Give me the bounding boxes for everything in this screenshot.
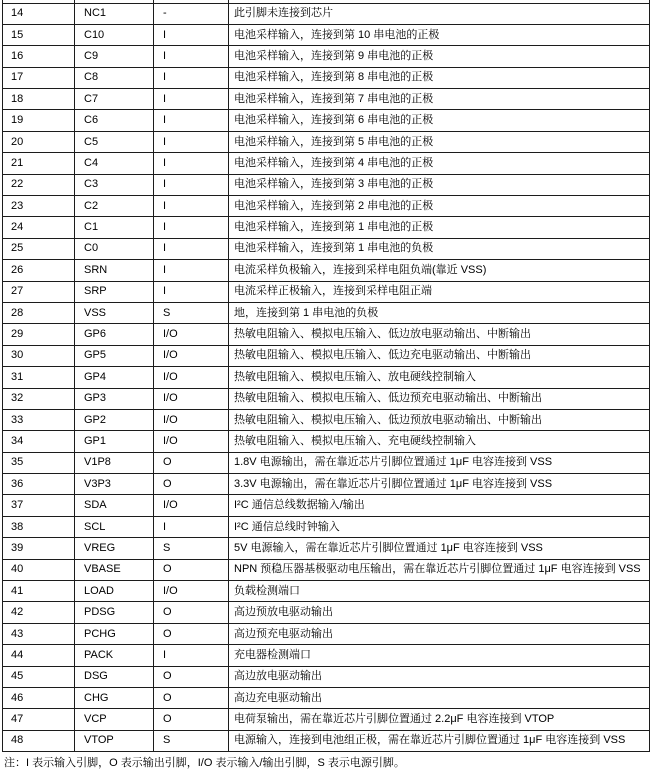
- cell-type: S: [154, 538, 229, 559]
- cell-name: GP3: [75, 388, 154, 409]
- cell-pin: 19: [3, 110, 75, 131]
- table-row: [3, 302, 650, 323]
- table-row: [3, 153, 650, 174]
- table-row: [3, 730, 650, 751]
- table-row: [3, 645, 650, 666]
- cell-pin: 36: [3, 474, 75, 495]
- cell-pin: 14: [3, 3, 75, 24]
- cell-type: I: [154, 46, 229, 67]
- cell-pin: 16: [3, 46, 75, 67]
- cell-name: VCP: [75, 709, 154, 730]
- table-footnote: 注：I 表示输入引脚，O 表示输出引脚，I/O 表示输入/输出引脚，S 表示电源引脚。: [4, 757, 405, 769]
- cell-description: 电池采样输入，连接到第 1 串电池的正极: [229, 217, 650, 238]
- cell-name: C8: [75, 67, 154, 88]
- cell-pin: 26: [3, 260, 75, 281]
- cell-name: VREG: [75, 538, 154, 559]
- cell-type: S: [154, 302, 229, 323]
- cell-name: C5: [75, 131, 154, 152]
- cell-pin: 38: [3, 516, 75, 537]
- cell-pin: 41: [3, 581, 75, 602]
- cell-description: 热敏电阻输入、模拟电压输入、低边放电驱动输出、中断输出: [229, 324, 650, 345]
- cell-name: SRN: [75, 260, 154, 281]
- cell-pin: 47: [3, 709, 75, 730]
- table-row: [3, 345, 650, 366]
- cell-name: SCL: [75, 516, 154, 537]
- table-row: [3, 131, 650, 152]
- cell-name: PCHG: [75, 623, 154, 644]
- cell-pin: 45: [3, 666, 75, 687]
- cell-type: I: [154, 174, 229, 195]
- cell-type: I: [154, 153, 229, 174]
- cell-description: 电池采样输入，连接到第 9 串电池的正极: [229, 46, 650, 67]
- cell-description: 电源输入，连接到电池组正极，需在靠近芯片引脚位置通过 1μF 电容连接到 VSS: [229, 730, 650, 751]
- cell-description: 电池采样输入，连接到第 6 串电池的正极: [229, 110, 650, 131]
- cell-type: O: [154, 452, 229, 473]
- cell-type: I: [154, 89, 229, 110]
- cell-type: I: [154, 24, 229, 45]
- cell-type: I: [154, 260, 229, 281]
- cell-pin: 25: [3, 238, 75, 259]
- cell-pin: 29: [3, 324, 75, 345]
- cell-pin: 27: [3, 281, 75, 302]
- table-row: [3, 217, 650, 238]
- cell-description: 负载检测端口: [229, 581, 650, 602]
- table-row: [3, 709, 650, 730]
- cell-name: GP6: [75, 324, 154, 345]
- cell-pin: 28: [3, 302, 75, 323]
- cell-description: 高边预充电驱动输出: [229, 623, 650, 644]
- cell-description: 5V 电源输入，需在靠近芯片引脚位置通过 1μF 电容连接到 VSS: [229, 538, 650, 559]
- table-row: [3, 666, 650, 687]
- cell-type: I: [154, 196, 229, 217]
- table-row: [3, 538, 650, 559]
- cell-pin: 44: [3, 645, 75, 666]
- cell-name: SRP: [75, 281, 154, 302]
- cell-pin: 43: [3, 623, 75, 644]
- cell-pin: 21: [3, 153, 75, 174]
- cell-name: C1: [75, 217, 154, 238]
- cell-description: 电池采样输入，连接到第 5 串电池的正极: [229, 131, 650, 152]
- cell-description: 高边放电驱动输出: [229, 666, 650, 687]
- cell-type: O: [154, 666, 229, 687]
- cell-type: I: [154, 217, 229, 238]
- cell-name: PACK: [75, 645, 154, 666]
- cell-type: O: [154, 709, 229, 730]
- cell-name: GP1: [75, 431, 154, 452]
- cell-name: GP2: [75, 409, 154, 430]
- cell-type: I: [154, 67, 229, 88]
- cell-pin: 30: [3, 345, 75, 366]
- cell-name: V1P8: [75, 452, 154, 473]
- cell-type: O: [154, 602, 229, 623]
- cell-pin: 17: [3, 67, 75, 88]
- cell-type: I/O: [154, 324, 229, 345]
- cell-name: V3P3: [75, 474, 154, 495]
- table-row: [3, 516, 650, 537]
- cell-pin: 18: [3, 89, 75, 110]
- pin-description-table: [2, 0, 650, 752]
- cell-pin: 37: [3, 495, 75, 516]
- table-row: [3, 281, 650, 302]
- cell-pin: 42: [3, 602, 75, 623]
- table-row: [3, 324, 650, 345]
- cell-description: 电池采样输入，连接到第 10 串电池的正极: [229, 24, 650, 45]
- cell-pin: 32: [3, 388, 75, 409]
- cell-description: 热敏电阻输入、模拟电压输入、低边充电驱动输出、中断输出: [229, 345, 650, 366]
- cell-type: I: [154, 281, 229, 302]
- cell-type: I: [154, 238, 229, 259]
- cell-name: VSS: [75, 302, 154, 323]
- cell-type: I/O: [154, 581, 229, 602]
- cell-name: C3: [75, 174, 154, 195]
- cell-name: GP5: [75, 345, 154, 366]
- cell-name: LOAD: [75, 581, 154, 602]
- cell-description: 电流采样负极输入，连接到采样电阻负端(靠近 VSS): [229, 260, 650, 281]
- table-row: [3, 89, 650, 110]
- table-row: [3, 602, 650, 623]
- cell-type: I: [154, 516, 229, 537]
- cell-type: I/O: [154, 495, 229, 516]
- cell-pin: 40: [3, 559, 75, 580]
- cell-name: C0: [75, 238, 154, 259]
- cell-description: I²C 通信总线时钟输入: [229, 516, 650, 537]
- cell-name: GP4: [75, 367, 154, 388]
- cell-description: 高边预放电驱动输出: [229, 602, 650, 623]
- cell-type: I: [154, 131, 229, 152]
- table-row: [3, 623, 650, 644]
- cell-description: 电池采样输入，连接到第 7 串电池的正极: [229, 89, 650, 110]
- table-row: [3, 688, 650, 709]
- cell-type: O: [154, 623, 229, 644]
- table-row: [3, 24, 650, 45]
- cell-description: 3.3V 电源输出，需在靠近芯片引脚位置通过 1μF 电容连接到 VSS: [229, 474, 650, 495]
- table-row: [3, 110, 650, 131]
- cell-description: 电池采样输入，连接到第 1 串电池的负极: [229, 238, 650, 259]
- cell-description: 热敏电阻输入、模拟电压输入、低边预充电驱动输出、中断输出: [229, 388, 650, 409]
- cell-description: 电荷泵输出，需在靠近芯片引脚位置通过 2.2μF 电容连接到 VTOP: [229, 709, 650, 730]
- cell-description: 电池采样输入，连接到第 3 串电池的正极: [229, 174, 650, 195]
- cell-type: -: [154, 3, 229, 24]
- cell-pin: 46: [3, 688, 75, 709]
- cell-description: 地，连接到第 1 串电池的负极: [229, 302, 650, 323]
- cell-type: S: [154, 730, 229, 751]
- cell-name: PDSG: [75, 602, 154, 623]
- cell-pin: 39: [3, 538, 75, 559]
- cell-description: 此引脚未连接到芯片: [229, 3, 650, 24]
- table-row: [3, 452, 650, 473]
- cell-description: 热敏电阻输入、模拟电压输入、低边预放电驱动输出、中断输出: [229, 409, 650, 430]
- table-row: [3, 559, 650, 580]
- cell-pin: 23: [3, 196, 75, 217]
- table-row: [3, 431, 650, 452]
- cell-pin: 33: [3, 409, 75, 430]
- table-row: [3, 409, 650, 430]
- cell-type: I/O: [154, 367, 229, 388]
- cell-pin: 34: [3, 431, 75, 452]
- cell-type: I/O: [154, 431, 229, 452]
- cell-pin: 24: [3, 217, 75, 238]
- cell-name: C7: [75, 89, 154, 110]
- table-row: [3, 67, 650, 88]
- cell-name: C2: [75, 196, 154, 217]
- cell-name: C6: [75, 110, 154, 131]
- cell-pin: 31: [3, 367, 75, 388]
- table-row: [3, 196, 650, 217]
- cell-description: 热敏电阻输入、模拟电压输入、放电硬线控制输入: [229, 367, 650, 388]
- pin-table-body: [3, 0, 650, 752]
- table-row: [3, 474, 650, 495]
- cell-type: O: [154, 474, 229, 495]
- cell-description: 热敏电阻输入、模拟电压输入、充电硬线控制输入: [229, 431, 650, 452]
- cell-name: VTOP: [75, 730, 154, 751]
- table-row: [3, 260, 650, 281]
- cell-description: 1.8V 电源输出，需在靠近芯片引脚位置通过 1μF 电容连接到 VSS: [229, 452, 650, 473]
- cell-type: I/O: [154, 409, 229, 430]
- cell-name: C10: [75, 24, 154, 45]
- cell-type: O: [154, 688, 229, 709]
- table-row: [3, 3, 650, 24]
- cell-description: NPN 预稳压器基极驱动电压输出，需在靠近芯片引脚位置通过 1μF 电容连接到 VSS: [229, 559, 650, 580]
- cell-type: I: [154, 645, 229, 666]
- cell-name: C9: [75, 46, 154, 67]
- table-row: [3, 238, 650, 259]
- cell-description: 电池采样输入，连接到第 2 串电池的正极: [229, 196, 650, 217]
- cell-description: I²C 通信总线数据输入/输出: [229, 495, 650, 516]
- cell-description: 高边充电驱动输出: [229, 688, 650, 709]
- cell-type: I/O: [154, 388, 229, 409]
- cell-description: 电池采样输入，连接到第 4 串电池的正极: [229, 153, 650, 174]
- cell-name: CHG: [75, 688, 154, 709]
- table-row: [3, 495, 650, 516]
- cell-name: C4: [75, 153, 154, 174]
- cell-name: DSG: [75, 666, 154, 687]
- cell-pin: 22: [3, 174, 75, 195]
- cell-name: VBASE: [75, 559, 154, 580]
- cell-type: I/O: [154, 345, 229, 366]
- table-row: [3, 388, 650, 409]
- cell-type: O: [154, 559, 229, 580]
- cell-pin: 48: [3, 730, 75, 751]
- cell-description: 充电器检测端口: [229, 645, 650, 666]
- table-row: [3, 581, 650, 602]
- table-row: [3, 174, 650, 195]
- cell-name: NC1: [75, 3, 154, 24]
- cell-description: 电池采样输入，连接到第 8 串电池的正极: [229, 67, 650, 88]
- table-row: [3, 46, 650, 67]
- cell-type: I: [154, 110, 229, 131]
- cell-name: SDA: [75, 495, 154, 516]
- cell-pin: 35: [3, 452, 75, 473]
- table-row: [3, 367, 650, 388]
- cell-pin: 20: [3, 131, 75, 152]
- cell-pin: 15: [3, 24, 75, 45]
- cell-description: 电流采样正极输入，连接到采样电阻正端: [229, 281, 650, 302]
